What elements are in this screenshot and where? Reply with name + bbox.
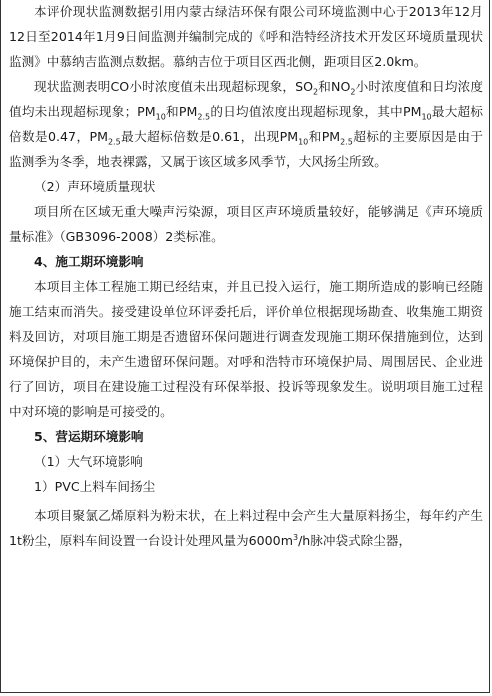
paragraph-monitoring-source: 本评价现状监测数据引用内蒙古绿洁环保有限公司环境监测中心于2013年12月12日至2014年1月9日间监测并编制完成的《呼和浩特经济技术开发区环境质量现状监测》中慕纳吉监测点数据。慕纳吉位于项目区西北侧，距项目区2.0km。: [9, 4, 483, 69]
heading-pvc-dust: 1）PVC上料车间扬尘: [34, 479, 156, 494]
document-body: [9, 0, 483, 553]
heading-operation-impact: 5、营运期环境影响: [34, 429, 144, 444]
paragraph-monitoring-results: 现状监测表明CO小时浓度值未出现超标现象，$SO_2$和$NO_2$小时浓度值和日均浓度值均未出现超标现象；$PM_{10}$和$PM_{2.5}$的日均值浓度出现超标现象，其中$PM_{10}$最大超标倍数是0.47，$PM_{2.5}$最大超标倍数是0.61，出现$PM_{10}$和$PM_{2.5}$超标的主要原因是由于监测季为冬季，地表裸露，又属于该区域多风季节，大风扬尘所致。: [9, 79, 483, 169]
paragraph-noise: 项目所在区域无重大噪声污染源，项目区声环境质量较好，能够满足《声环境质量标准》（GB3096-2008）2类标准。: [9, 204, 483, 244]
heading-noise-status: （2）声环境质量现状: [34, 179, 156, 194]
heading-construction-impact: 4、施工期环境影响: [34, 254, 144, 269]
heading-air-impact: （1）大气环境影响: [34, 454, 143, 469]
paragraph-construction: 本项目主体工程施工期已经结束，并且已投入运行，施工期所造成的影响已经随施工结束而消失。接受建设单位环评委托后，评价单位根据现场勘查、收集施工期资料及回访，对项目施工期是否遗留环保问题进行调查发现施工期环保措施到位，达到环境保护目的，未产生遗留环保问题。对呼和浩特市环境保护局、周围居民、企业进行了回访，项目在建设施工过程没有环保举报、投诉等现象发生。说明项目施工过程中对环境的影响是可接受的。: [9, 279, 483, 419]
paragraph-pvc-dust: 本项目聚氯乙烯原料为粉末状，在上料过程中会产生大量原料扬尘，每年约产生1t粉尘，原料车间设置一台设计处理风量为$6000m^3/h$脉冲袋式除尘器，: [9, 508, 483, 548]
